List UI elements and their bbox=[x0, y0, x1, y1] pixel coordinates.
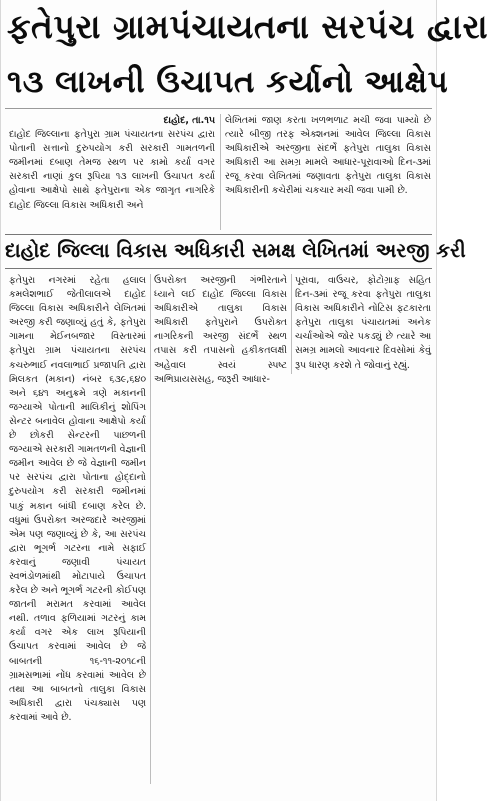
story-top-column-1 bbox=[9, 114, 215, 232]
dateline: દાહોદ, તા.૧૫ bbox=[163, 115, 215, 126]
subheadline: દાહોદ જિલ્લા વિકાસ અધિકારી સમક્ષ લેખિતમાં અરજી કરી bbox=[5, 239, 466, 262]
story-top-column-2: લેખિતમાં જાણ કરતા ખળભળાટ મચી જવા પામ્યો છે ત્યારે બીજી તરફ એક્શનમાં આવેલ જિલ્લા વિકાસ અધિકારીએ અરજીના સંદર્ભે ફતેપુરા તાલુકા વિકાસ અધિકારી આ સમગ્ર મામલે આધાર-પૂરાવાઓ દિન-૩માં રજૂ કરવા લેખિતમાં જણાવતા ફતેપુરા તાલુકા વિકાસ અધિકારીની કચેરીમાં ચકચાર મચી જવા પામી છે. bbox=[225, 115, 431, 197]
story-bottom-column-2: ઉપરોક્ત અરજીની ગંભીરતાને ધ્યાને લઈ દાહોદ જિલ્લા વિકાસ અધિકારીએ તાલુકા વિકાસ અધિકારી ફતેપુરાને ઉપરોક્ત નાગરિકની અરજી સંદર્ભે સ્થળ તપાસ કરી તપાસનો હકીકતલક્ષી અહેવાલ સ્વયં સ્પષ્ટ અભિપ્રાયસસહ, જરૂરી આધાર- bbox=[154, 275, 287, 385]
story-bottom-column-1: ફતેપુરા નગરમાં રહેતા હલાલ કમલેશભાઈ જેતીલાલએ દાહોદ જિલ્લા વિકાસ અધિકારીને લેખિતમાં અરજી કરી જણાવ્યું હતું કે, ફતેપુરા ગામના મેઈનબજાર વિસ્તારમાં ફતેપુરા ગ્રામ પંચાયતના સરપંચ કચરુભાઈ નવલાભાઈ પ્રજાપતિ દ્વારા મિલકત (મકાન) નંબર ૬૩૯,૬૪૦ અને ૬૪૧ અનુક્રમે ત્રણે મકાનની જગ્યાએ પોતાની માલિકીનું શોપિંગ સેન્ટર બનાવેલ હોવાના આક્ષેપો કર્યા છે છોકરી સેન્ટરની પાછળની જગ્યાએ સરકારી ગામતળની વેજ્ઞાની જમીન આવેલ છે જે વેજ્ઞાની જમીન પર સરપંચ દ્વારા પોતાના હોદ્દાનો દુરુપયોગ કરી સરકારી જમીનમાં પાકું મકાન બાંધી દબાણ કરેલ છે. વધુમાં ઉપરોક્ત અરજદારે અરજીમાં એમ પણ જણાવ્યું છે કે, આ સરપંચ દ્વારા ભૂગર્ભ ગટરના નામે સફાઈ કરવાનું જણાવી પંચાયત સ્વભંડોળમાંથી મોટાપાયે ઉચાપત કરેલ છે અને ભૂગર્ભ ગટરની કોઈપણ જાતની મરામત કરવામાં આવેલ નથી. તળાવ ફળિયામાં ગટરનું કામ કર્યા વગર એક લાખ રૂપિયાની ઉચાપત કરવામાં આવેલ છે જે બાબતની ૧૬-૧૧-૨૦૧૮ની ગ્રામસભામાં નોંધ કરવામાં આવેલ છે તથા આ બાબતનો તાલુકા વિકાસ અધિકારી દ્વારા પંચક્યાસ પણ કરવામાં આવે છે. bbox=[9, 275, 146, 723]
column-divider bbox=[150, 274, 151, 784]
column-divider bbox=[291, 274, 292, 374]
story-top-column-1-text: દાહોદ જિલ્લાના ફતેપુરા ગ્રામ પંચાયતના સરપંચ દ્વારા પોતાની સત્તાનો દુરુપયોગ કરી સરકારી ગામતળની જમીનમાં દબાણ તેમજ સ્થળ પર કામો કર્યા વગર સરકારી નાણાં કુલ રૂપિયા ૧૩ લાખની ઉચાપત કર્યા હોવાના આક્ષેપો સાથે ફતેપુરાના એક જાગૃત નાગરિકે દાહોદ જિલ્લા વિકાસ અધિકારી અને bbox=[9, 129, 215, 211]
subhead-rule-bottom bbox=[5, 268, 432, 269]
headline-line-1: ફતેપુરા ગ્રામપંચાયતના સરપંચ દ્વારા bbox=[7, 7, 488, 46]
headline-rule bbox=[5, 108, 432, 109]
headline-line-2: ૧૩ લાખની ઉચાપત કર્યાનો આક્ષેપ bbox=[7, 64, 449, 100]
column-divider bbox=[220, 114, 221, 230]
story-bottom-column-3: પૂરાવા, વાઉચર, ફોટોગ્રાફ સહિત દિન-૩માં રજૂ કરવા ફતેપુરા તાલુકા વિકાસ અધિકારીને નોટિસ ફટકારતા ફતેપુરા તાલુકા પંચાયતમાં અનેક ચર્ચાઓએ જોર પકડ્યું છે ત્યારે આ સમગ્ર મામલો આવનાર દિવસોમાં કેવું રૂપ ધારણ કરશે તે જોવાનું રહ્યું. bbox=[295, 275, 431, 371]
